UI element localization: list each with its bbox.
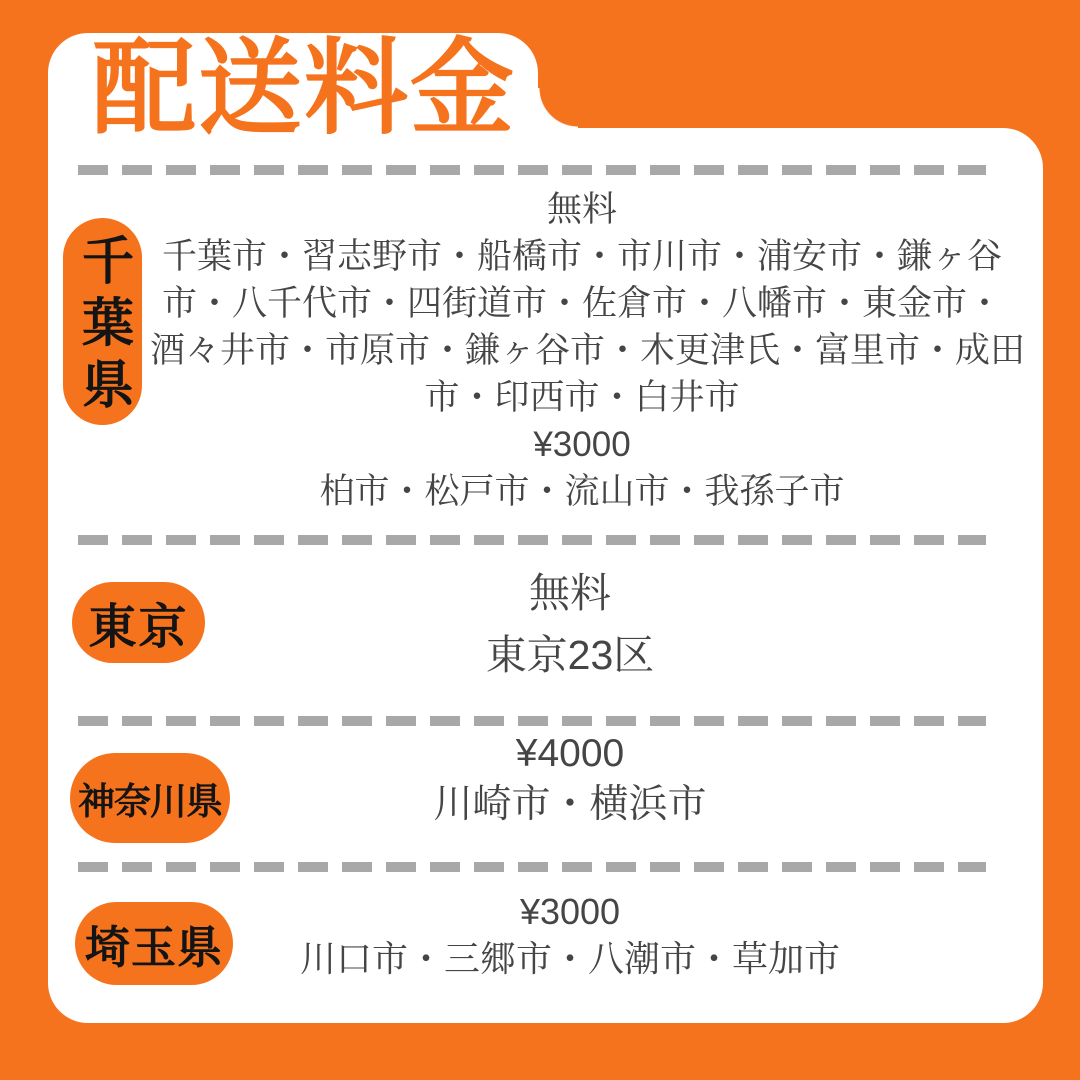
page-title: 配送料金	[92, 31, 517, 147]
price-label: ¥3000	[519, 891, 621, 932]
prefecture-label: 千葉県	[73, 232, 132, 419]
price-label: ¥3000	[533, 425, 631, 464]
prefecture-label: 東京	[88, 601, 189, 654]
area-list-line: 川崎市・横浜市	[433, 783, 707, 826]
prefecture-label: 神奈川県	[78, 781, 222, 822]
section-divider	[78, 535, 986, 545]
area-list-line: 酒々井市・市原市・鎌ヶ谷市・木更津氏・富里市・成田	[150, 331, 1026, 370]
fee-info-tokyo	[130, 562, 1010, 686]
section-divider	[78, 716, 986, 726]
area-list-line: 東京23区	[485, 632, 655, 678]
prefecture-badge-chiba	[63, 218, 142, 425]
area-list-line: 市・八千代市・四街道市・佐倉市・八幡市・東金市・	[161, 284, 1002, 323]
fee-info-chiba	[150, 186, 1026, 515]
area-list-line: 柏市・松戸市・流山市・我孫子市	[319, 472, 845, 511]
fee-info-kanagawa	[130, 728, 1010, 830]
section-divider	[78, 862, 986, 872]
price-label: ¥4000	[515, 732, 625, 775]
section-divider	[78, 165, 986, 175]
price-label: 無料	[529, 570, 611, 616]
area-list-line: 千葉市・習志野市・船橋市・市川市・浦安市・鎌ヶ谷	[161, 237, 1002, 276]
tab-corner-fillet	[538, 88, 578, 128]
prefecture-label: 埼玉県	[84, 922, 223, 973]
area-list-line: 川口市・三郷市・八潮市・草加市	[299, 938, 840, 979]
price-label: 無料	[546, 190, 617, 229]
area-list-line: 市・印西市・白井市	[424, 378, 740, 417]
fee-info-saitama	[130, 888, 1010, 982]
